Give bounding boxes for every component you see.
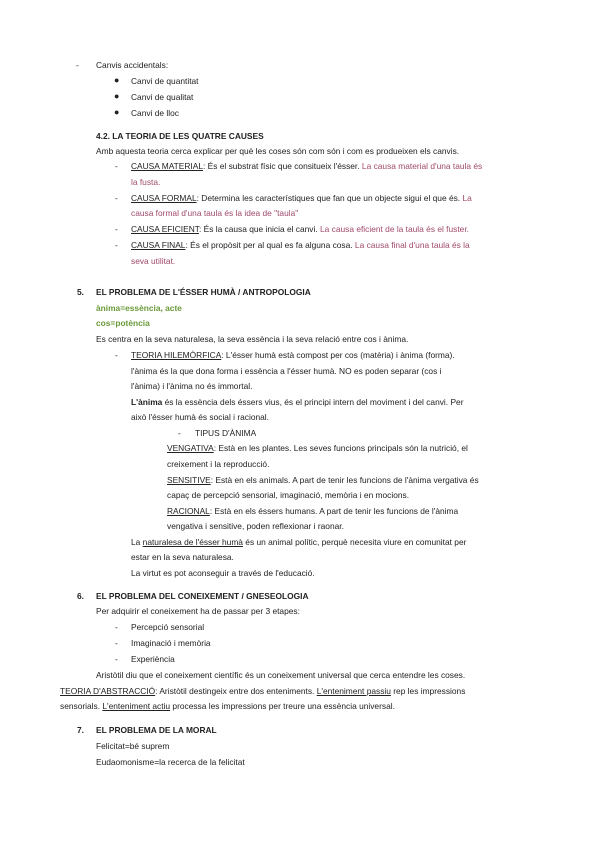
virtut-line: La virtut es pot aconseguir a través de l'educació. bbox=[131, 568, 315, 578]
causa-final-line bbox=[131, 240, 470, 251]
causa-final-example: La causa final d'una taula és la bbox=[354, 240, 470, 250]
dash-bullet: - bbox=[76, 60, 79, 70]
etapa-item: Imaginació i memòria bbox=[131, 638, 211, 648]
eudaimonisme-line: Eudaomonisme=la recerca de la felicitat bbox=[96, 757, 245, 767]
enteniment-passiu-term: L'enteniment passiu bbox=[316, 686, 391, 696]
section-number-5: 5. bbox=[77, 287, 84, 297]
naturalesa-pre: La bbox=[131, 537, 143, 547]
vegetativa-line bbox=[167, 443, 468, 454]
sensitive-line-2: capaç de percepció sensorial, imaginació, memòria i en mocions. bbox=[167, 490, 410, 500]
causa-eficient-text: : És la causa que inicia el canvi. bbox=[198, 224, 318, 234]
dash-bullet: - bbox=[115, 161, 118, 171]
causa-formal-example-cont: causa formal d'una taula és la idea de "taula" bbox=[131, 208, 299, 218]
anima-term: L'ànima bbox=[131, 397, 163, 407]
canvis-item: Canvi de quantitat bbox=[131, 76, 199, 86]
causa-final-text: : És el propòsit per al qual es fa alguna cosa. bbox=[185, 240, 353, 250]
naturalesa-line-2: estar en la seva naturalesa. bbox=[131, 552, 234, 562]
dash-bullet: - bbox=[115, 350, 118, 360]
aristotil-line: Aristòtil diu que el coneixement científic és un coneixement universal que cerca entendre les coses. bbox=[96, 670, 466, 680]
section-heading-gnoseologia: EL PROBLEMA DEL CONEIXEMENT / GNESEOLOGIA bbox=[96, 591, 309, 601]
dash-bullet: - bbox=[115, 224, 118, 234]
causa-formal-term: CAUSA FORMAL bbox=[131, 193, 197, 203]
racional-line-2: vengativa i sensitive, poden reflexionar i raonar. bbox=[167, 521, 344, 531]
causa-final-term: CAUSA FINAL bbox=[131, 240, 186, 250]
causa-material-example-cont: la fusta. bbox=[131, 177, 161, 187]
dash-bullet: - bbox=[178, 428, 181, 438]
canvis-intro: Canvis accidentals: bbox=[96, 60, 169, 70]
racional-line bbox=[167, 506, 458, 517]
enteniment-actiu-term: L'enteniment actiu bbox=[102, 701, 171, 711]
abstraccio-line bbox=[60, 686, 465, 697]
causa-material-line bbox=[131, 161, 482, 172]
causes-intro: Amb aquesta teoria cerca explicar per què les coses són com són i com es produeixen els canvis. bbox=[96, 146, 460, 156]
section-heading-antropologia: EL PROBLEMA DE L'ÉSSER HUMÀ / ANTROPOLOGIA bbox=[96, 287, 311, 297]
felicitat-line: Felicitat=bé suprem bbox=[96, 741, 170, 751]
hilemorfica-line bbox=[131, 350, 455, 361]
sensorials-text: sensorials. bbox=[60, 701, 103, 711]
causa-material-term: CAUSA MATERIAL bbox=[131, 161, 203, 171]
bullet-dot: ● bbox=[114, 75, 120, 85]
dash-bullet: - bbox=[115, 622, 118, 632]
section-heading-moral: EL PROBLEMA DE LA MORAL bbox=[96, 725, 217, 735]
section-heading-causes: 4.2. LA TEORIA DE LES QUATRE CAUSES bbox=[96, 131, 264, 141]
causa-formal-text: : Determina les característiques que fan que un objecte sigui el que és. bbox=[196, 193, 461, 203]
hilemorfica-line-2: l'ànima és la que dona forma i essència a l'ésser humà. NO es poden separar (cos i bbox=[131, 366, 442, 376]
vegetativa-text: : Està en les plantes. Les seves funcions principals són la nutrició, el bbox=[213, 443, 468, 453]
gnoseologia-intro: Per adquirir el coneixement ha de passar per 3 etapes: bbox=[96, 606, 300, 616]
naturalesa-text: és un animal polític, perquè necesita viure en comunitat per bbox=[242, 537, 467, 547]
causa-formal-line bbox=[131, 193, 472, 204]
causa-final-example-cont: seva utilitat. bbox=[131, 256, 176, 266]
section-number-6: 6. bbox=[77, 591, 84, 601]
dash-bullet: - bbox=[115, 193, 118, 203]
abstraccio-term: TEORIA D'ABSTRACCIÓ bbox=[60, 686, 156, 696]
sensitive-term: SENSITIVE bbox=[167, 475, 211, 485]
hilemorfica-line-3: l'ànima) i l'ànima no és immortal. bbox=[131, 381, 253, 391]
racional-text: : Està en els éssers humans. A part de tenir les funcions de l'ànima bbox=[209, 506, 459, 516]
hilemorfica-text: : L'ésser humà està compost per cos (matèria) i ànima (forma). bbox=[221, 350, 455, 360]
causa-material-example: La causa material d'una taula és bbox=[361, 161, 483, 171]
hilemorfica-term: TEORIA HILEMÒRFICA bbox=[131, 350, 222, 360]
section-number-7: 7. bbox=[77, 725, 84, 735]
enteniment-actiu-text: processa les impressions per treure una essència universal. bbox=[170, 701, 395, 711]
causa-eficient-term: CAUSA EFICIENT bbox=[131, 224, 199, 234]
sensitive-text: : Està en els animals. A part de tenir les funcions de l'ànima vergativa és bbox=[210, 475, 479, 485]
causa-eficient-example: La causa eficient de la taula és el fuster. bbox=[320, 224, 469, 234]
antropologia-intro: Es centra en la seva naturalesa, la seva essència i la seva relació entre cos i ànima. bbox=[96, 334, 409, 344]
vegetativa-line-2: creixement i la reproducció. bbox=[167, 459, 270, 469]
canvis-item: Canvi de qualitat bbox=[131, 92, 194, 102]
anima-equation: ànima=essència, acte bbox=[96, 303, 182, 313]
bullet-dot: ● bbox=[114, 91, 120, 101]
etapa-item: Experiència bbox=[131, 654, 175, 664]
causa-material-text: : És el substrat físic que consitueix l'ésser. bbox=[202, 161, 360, 171]
abstraccio-line-2 bbox=[60, 701, 395, 712]
enteniment-passiu-text: rep les impressions bbox=[390, 686, 466, 696]
naturalesa-line bbox=[131, 537, 466, 548]
racional-term: RACIONAL bbox=[167, 506, 210, 516]
vegetativa-term: VENGATIVA bbox=[167, 443, 214, 453]
bullet-dot: ● bbox=[114, 107, 120, 117]
causa-formal-example: La bbox=[462, 193, 472, 203]
sensitive-line bbox=[167, 475, 479, 486]
abstraccio-text: : Aristòtil destingeix entre dos enteniments. bbox=[155, 686, 315, 696]
canvis-item: Canvi de lloc bbox=[131, 108, 179, 118]
cos-equation: cos=potència bbox=[96, 318, 150, 328]
dash-bullet: - bbox=[115, 240, 118, 250]
anima-line-2: això l'ésser humà és social i racional. bbox=[131, 412, 269, 422]
anima-text: és la essència dels éssers vius, és el principi intern del moviment i del canvi. Per bbox=[162, 397, 464, 407]
dash-bullet: - bbox=[115, 654, 118, 664]
naturalesa-term: naturalesa de l'ésser humà bbox=[142, 537, 243, 547]
etapa-item: Percepció sensorial bbox=[131, 622, 205, 632]
dash-bullet: - bbox=[115, 638, 118, 648]
anima-line bbox=[131, 397, 463, 408]
causa-eficient-line bbox=[131, 224, 469, 235]
tipus-anima-heading: TIPUS D'ÀNIMA bbox=[195, 428, 257, 438]
